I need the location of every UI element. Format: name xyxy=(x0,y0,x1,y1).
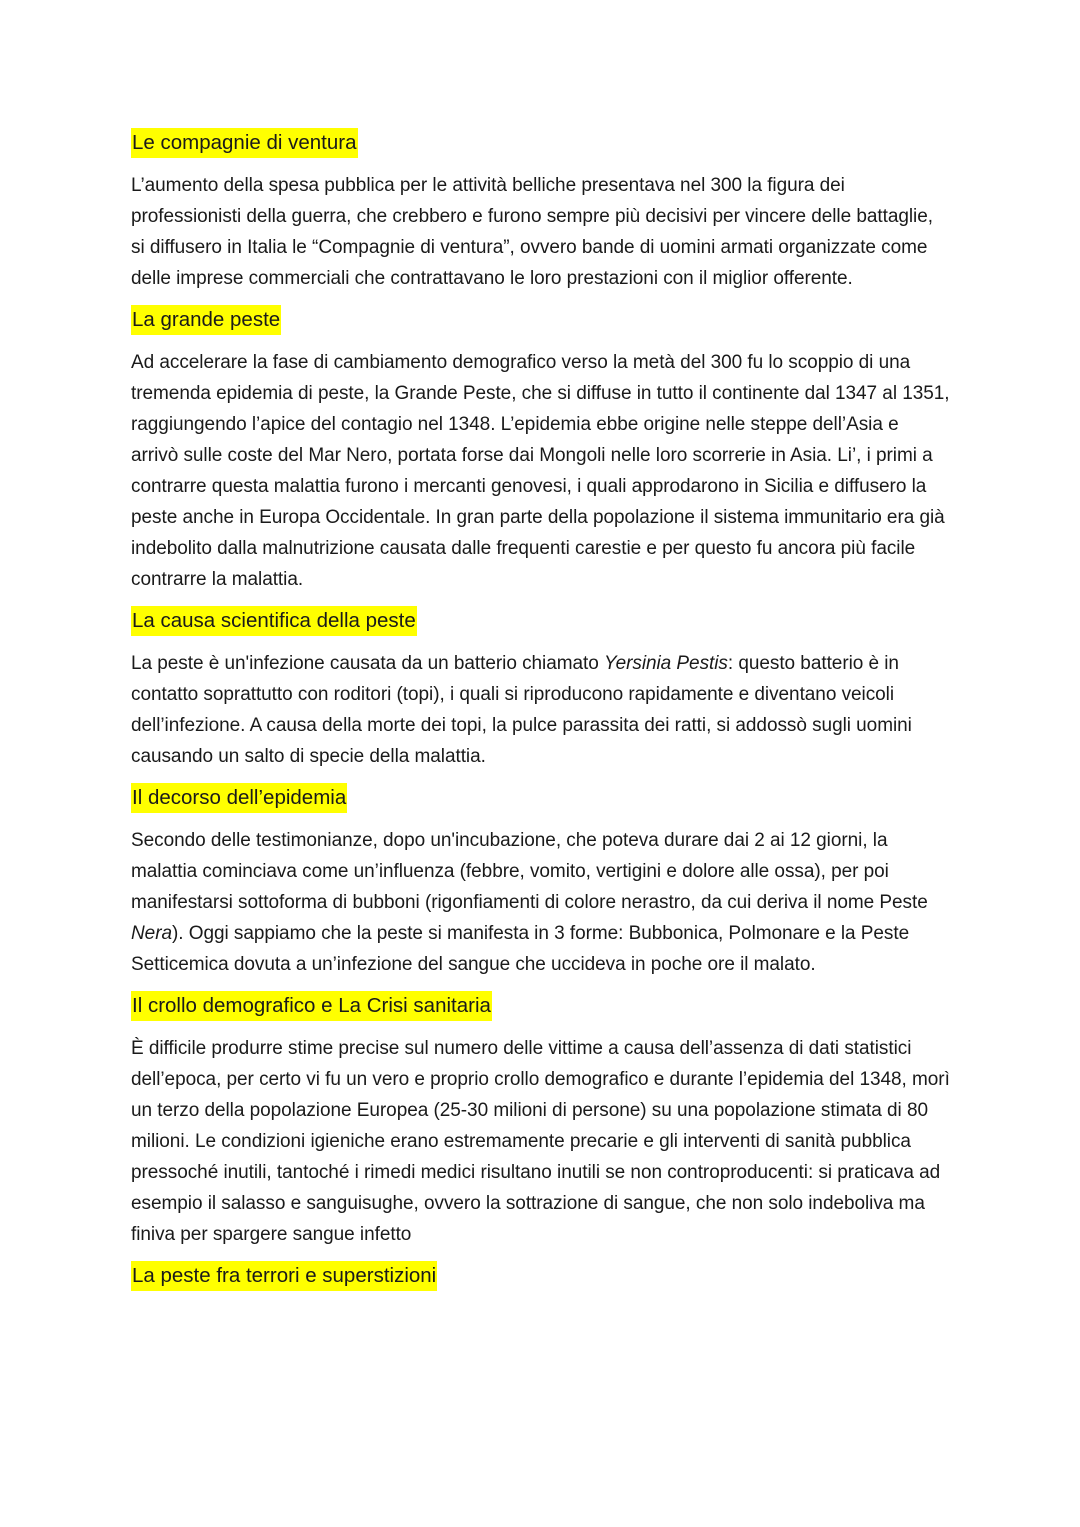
section-terrori-superstizioni xyxy=(131,1261,951,1303)
section-paragraph: È difficile produrre stime precise sul numero delle vittime a causa dell’assenza di dati statistici dell’epoca, per certo vi fu un vero e proprio crollo demografico e durante l’epidemia del 1348, morì un terzo della popolazione Europea (25-30 milioni di persone) su una popolazione stimata di 80 milioni. Le condizioni igieniche erano estremamente precarie e gli interventi di sanità pubblica pressoché inutili, tantoché i rimedi medici risultano inutili se non controproducenti: si praticava ad esempio il salasso e sanguisughe, ovvero la sottrazione di sangue, che non solo indeboliva ma finiva per spargere sangue infetto xyxy=(131,1038,950,1245)
paragraph-text: ). Oggi sappiamo che la peste si manifesta in 3 forme: Bubbonica, Polmonare e la Peste Setticemica dovuta a un’infezione del sangue che uccideva in poche ore il malato. xyxy=(131,923,910,975)
section-paragraph: L’aumento della spesa pubblica per le attività belliche presentava nel 300 la figura dei professionisti della guerra, che crebbero e furono sempre più decisivi per vincere delle battaglie, si diffusero in Italia le “Compagnie di ventura”, ovvero bande di uomini armati organizzate come delle imprese commerciali che contrattavano le loro prestazioni con il miglior offerente. xyxy=(131,175,933,289)
section-crollo-demografico xyxy=(131,991,951,1250)
section-causa-scientifica xyxy=(131,606,951,772)
document-page xyxy=(131,128,951,1303)
paragraph-text: Secondo delle testimonianze, dopo un'incubazione, che poteva durare dai 2 ai 12 giorni, la malattia cominciava come un’influenza (febbre, vomito, vertigini e dolore alle ossa), per poi manifestarsi sottoforma di bubboni (rigonfiamenti di colore nerastro, da cui deriva il nome Peste xyxy=(131,830,928,913)
section-paragraph xyxy=(131,648,951,772)
section-heading: La grande peste xyxy=(131,305,281,335)
section-heading: Le compagnie di ventura xyxy=(131,128,358,158)
paragraph-italic-text: Yersinia Pestis xyxy=(604,653,728,674)
section-grande-peste xyxy=(131,305,951,595)
section-heading: Il decorso dell’epidemia xyxy=(131,783,347,813)
section-heading: La peste fra terrori e superstizioni xyxy=(131,1261,437,1291)
section-heading: La causa scientifica della peste xyxy=(131,606,417,636)
section-compagnie-di-ventura xyxy=(131,128,951,294)
paragraph-text: La peste è un'infezione causata da un batterio chiamato xyxy=(131,653,604,674)
section-heading: Il crollo demografico e La Crisi sanitaria xyxy=(131,991,492,1021)
section-decorso-epidemia xyxy=(131,783,951,980)
paragraph-text: : questo batterio è in contatto soprattutto con roditori (topi), i quali si riproducono rapidamente e diventano veicoli dell’infezione. A causa della morte dei topi, la pulce parassita dei ratti, si addossò sugli uomini causando un salto di specie della malattia. xyxy=(131,653,912,767)
paragraph-italic-text: Nera xyxy=(131,923,172,944)
section-paragraph xyxy=(131,825,951,980)
section-paragraph: Ad accelerare la fase di cambiamento demografico verso la metà del 300 fu lo scoppio di una tremenda epidemia di peste, la Grande Peste, che si diffuse in tutto il continente dal 1347 al 1351, raggiungendo l’apice del contagio nel 1348. L’epidemia ebbe origine nelle steppe dell’Asia e arrivò sulle coste del Mar Nero, portata forse dai Mongoli nelle loro scorrerie in Asia. Li’, i primi a contrarre questa malattia furono i mercanti genovesi, i quali approdarono in Sicilia e diffusero la peste anche in Europa Occidentale. In gran parte della popolazione il sistema immunitario era già indebolito dalla malnutrizione causata dalle frequenti carestie e per questo fu ancora più facile contrarre la malattia. xyxy=(131,352,950,590)
